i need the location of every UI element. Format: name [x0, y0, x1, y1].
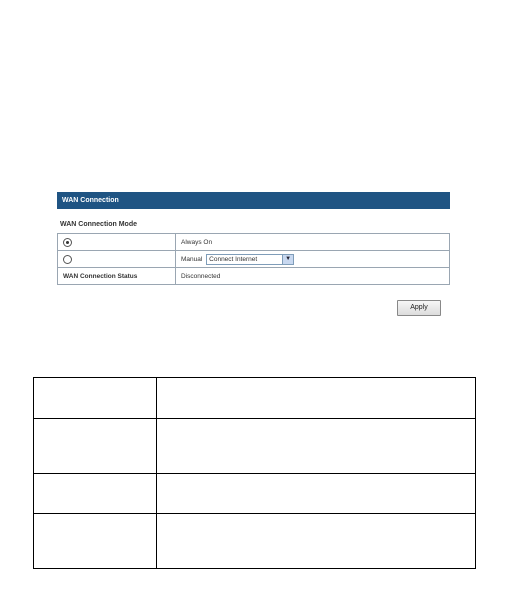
radio-cell	[58, 234, 176, 251]
table-row	[58, 268, 450, 285]
panel-title: WAN Connection	[62, 197, 119, 204]
always-on-label: Always On	[181, 238, 213, 246]
select-value: Connect Internet	[209, 255, 258, 263]
connection-mode-label: WAN Connection Mode	[60, 221, 137, 228]
table-row	[58, 251, 450, 268]
panel-header	[57, 192, 450, 209]
table-row	[58, 234, 450, 251]
manual-label: Manual	[181, 255, 203, 263]
table-cell	[157, 378, 476, 419]
description-table	[33, 377, 476, 569]
connect-action-select[interactable]	[206, 254, 294, 265]
apply-button[interactable]: Apply	[397, 300, 441, 316]
manual-radio[interactable]	[63, 255, 72, 264]
table-cell	[157, 419, 476, 474]
table-cell	[34, 514, 157, 569]
table-row	[34, 419, 476, 474]
option-cell	[176, 251, 450, 268]
status-value: Disconnected	[176, 268, 450, 285]
table-row	[34, 514, 476, 569]
table-cell	[157, 514, 476, 569]
wan-settings-table	[57, 233, 450, 285]
option-cell	[176, 234, 450, 251]
table-cell	[157, 474, 476, 514]
table-cell	[34, 378, 157, 419]
table-cell	[34, 474, 157, 514]
status-label: WAN Connection Status	[58, 268, 176, 285]
table-cell	[34, 419, 157, 474]
table-row	[34, 378, 476, 419]
table-row	[34, 474, 476, 514]
always-on-radio[interactable]	[63, 238, 72, 247]
chevron-down-icon[interactable]: ▼	[282, 255, 293, 264]
radio-cell	[58, 251, 176, 268]
